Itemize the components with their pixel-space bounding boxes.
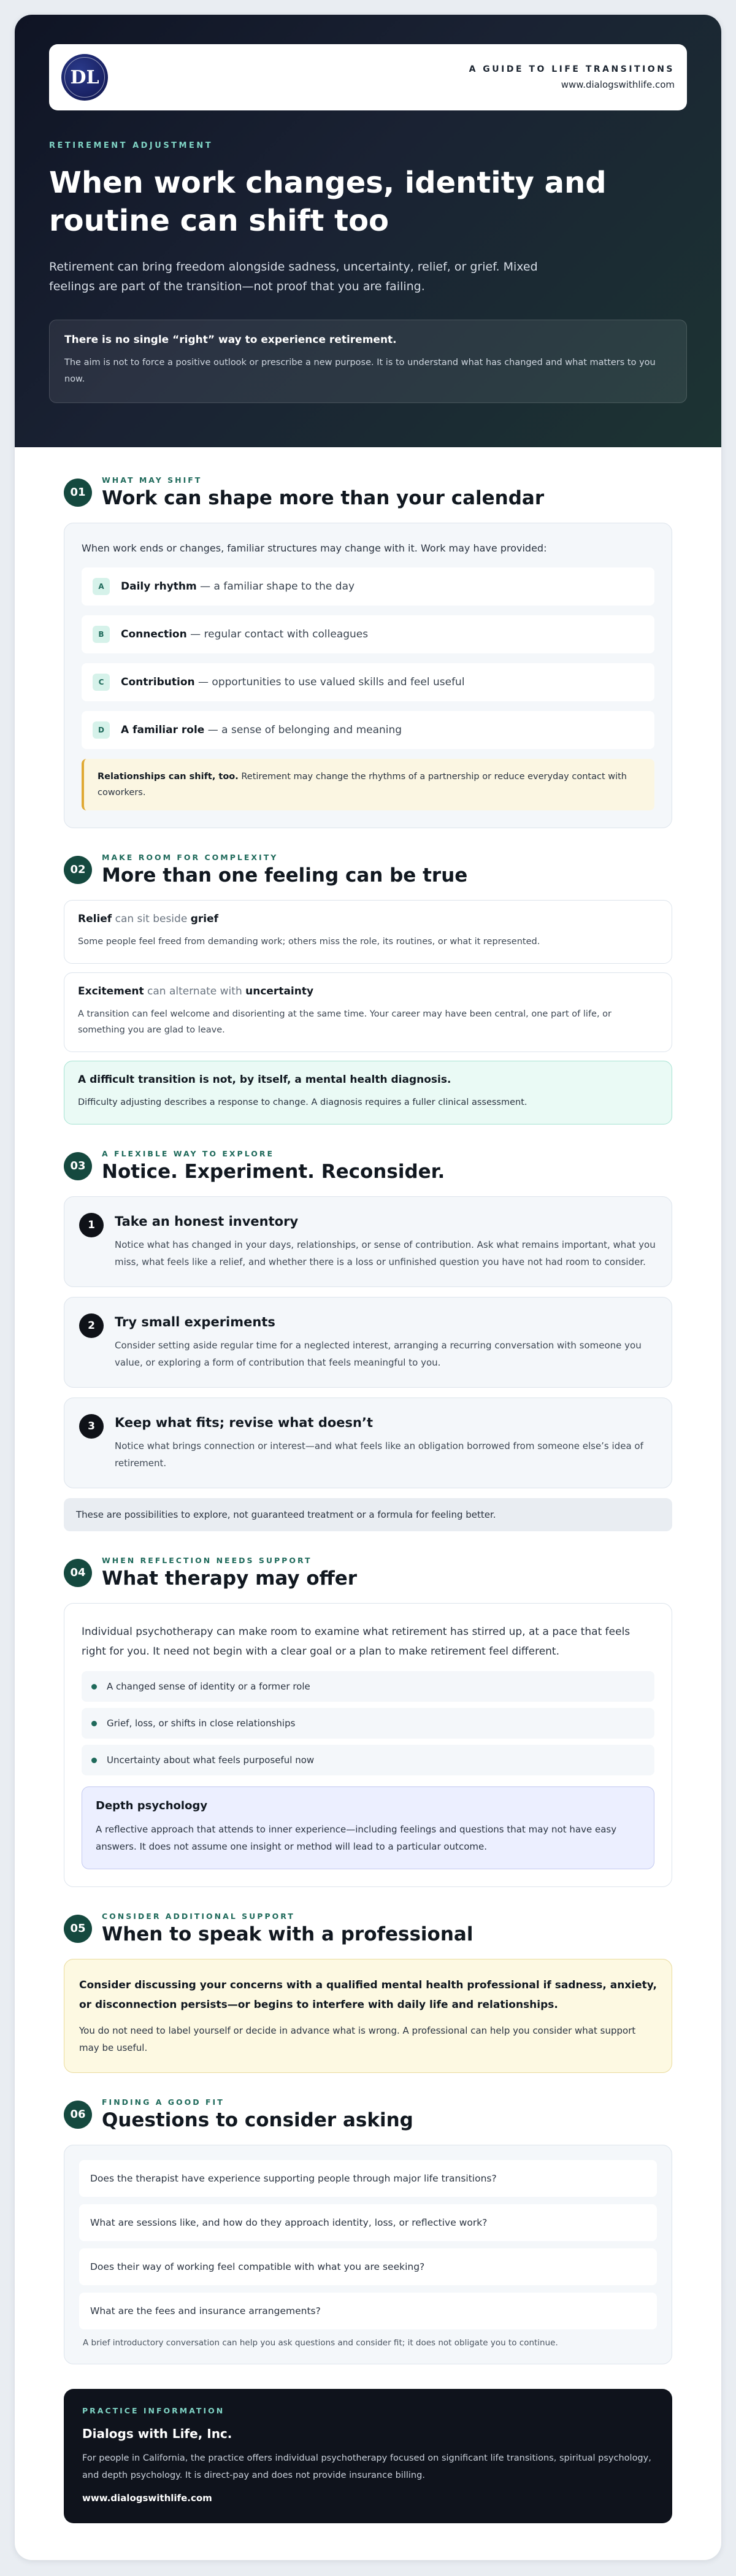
letter-badge: C xyxy=(93,674,110,691)
section-eyebrow: MAKE ROOM FOR COMPLEXITY xyxy=(102,853,278,862)
section-what-may-shift xyxy=(64,475,672,828)
guide-info xyxy=(469,64,675,90)
step-number: 1 xyxy=(79,1213,104,1237)
bullet-dot-icon xyxy=(91,1721,97,1726)
diagnosis-callout xyxy=(64,1061,672,1125)
header-url-link[interactable]: www.dialogswithlife.com xyxy=(561,79,675,90)
hero-eyebrow: RETIREMENT ADJUSTMENT xyxy=(49,141,213,150)
practice-info xyxy=(64,2389,672,2523)
explore-note: These are possibilities to explore, not guaranteed treatment or a formula for feeling better. xyxy=(64,1498,672,1531)
hero-note-title: There is no single “right” way to experience retirement. xyxy=(64,334,397,346)
item-desc: — regular contact with colleagues xyxy=(186,628,369,640)
callout-bold: Relationships can shift, too. xyxy=(98,772,239,782)
professional-callout xyxy=(64,1959,672,2073)
logo-text: DL xyxy=(70,66,99,88)
hero-note xyxy=(49,320,687,403)
section-number: 03 xyxy=(64,1152,92,1180)
section-title: Work can shape more than your calendar xyxy=(102,487,545,509)
feeling-b: uncertainty xyxy=(245,985,314,998)
card-title xyxy=(78,985,658,998)
question-item: Does their way of working feel compatible with what you are seeking? xyxy=(79,2248,657,2285)
step-title: Keep what fits; revise what doesn’t xyxy=(115,1415,373,1430)
section-number: 01 xyxy=(64,479,92,507)
bullet-dot-icon xyxy=(91,1684,97,1690)
step-body: Notice what has changed in your days, relationships, or sense of contribution. Ask what remains important, what you miss, what feels like a relief, and whether there is a loss or unfinished question you have not had room to consider. xyxy=(115,1239,656,1267)
step-title: Try small experiments xyxy=(115,1315,275,1329)
item-desc: — opportunities to use valued skills and feel useful xyxy=(194,676,465,688)
bullet-text: A changed sense of identity or a former role xyxy=(107,1681,310,1692)
page-title: When work changes, identity and routine can shift too xyxy=(49,166,607,238)
panel-intro: When work ends or changes, familiar structures may change with it. Work may have provided: xyxy=(82,542,547,554)
connector: can alternate with xyxy=(144,985,246,998)
list-item xyxy=(82,567,654,606)
section-header xyxy=(64,1912,672,1945)
practice-name: Dialogs with Life, Inc. xyxy=(82,2426,232,2441)
section-title: When to speak with a professional xyxy=(102,1923,473,1945)
section-title: Questions to consider asking xyxy=(102,2109,413,2131)
list-item xyxy=(82,615,654,653)
section-eyebrow: CONSIDER ADDITIONAL SUPPORT xyxy=(102,1912,295,1921)
feeling-a: Relief xyxy=(78,913,112,925)
section-header xyxy=(64,1149,672,1183)
section-title: More than one feeling can be true xyxy=(102,864,468,886)
section-eyebrow: A FLEXIBLE WAY TO EXPLORE xyxy=(102,1149,274,1158)
provides-panel xyxy=(64,523,672,828)
item-label: Daily rhythm xyxy=(121,580,197,593)
connector: can sit beside xyxy=(112,913,191,925)
list-item xyxy=(82,1708,654,1739)
section-header xyxy=(64,1556,672,1590)
depth-title: Depth psychology xyxy=(96,1799,208,1812)
step-card xyxy=(64,1297,672,1388)
relationships-callout xyxy=(82,759,654,810)
bullet-text: Grief, loss, or shifts in close relationships xyxy=(107,1718,296,1729)
section-header xyxy=(64,853,672,886)
section-eyebrow: FINDING A GOOD FIT xyxy=(102,2097,224,2107)
question-item: Does the therapist have experience supporting people through major life transitions? xyxy=(79,2160,657,2197)
letter-badge: D xyxy=(93,721,110,739)
footer-body: For people in California, the practice offers individual psychotherapy focused on significant life transitions, spiritual psychology, and depth psychology. It is direct-pay and does not provide insurance billing. xyxy=(82,2453,651,2480)
question-item: What are sessions like, and how do they approach identity, loss, or reflective work? xyxy=(79,2204,657,2241)
section-complexity xyxy=(64,853,672,1125)
hero xyxy=(15,15,721,447)
step-body: Notice what brings connection or interest—and what feels like an obligation borrowed from someone else’s idea of retirement. xyxy=(115,1440,643,1469)
hero-subtitle: Retirement can bring freedom alongside sadness, uncertainty, relief, or grief. Mixed feelings are part of the transition—not proof that you are failing. xyxy=(49,260,538,293)
section-title: What therapy may offer xyxy=(102,1567,358,1590)
section-explore xyxy=(64,1149,672,1531)
questions-panel xyxy=(64,2145,672,2364)
guide-title: A GUIDE TO LIFE TRANSITIONS xyxy=(469,64,675,74)
letter-badge: A xyxy=(93,578,110,595)
logo-ring xyxy=(64,57,105,98)
feeling-b: grief xyxy=(190,913,218,925)
therapy-intro: Individual psychotherapy can make room to examine what retirement has stirred up, at a pace that feels right for you. It need not begin with a clear goal or a plan to make retirement feel different. xyxy=(82,1626,631,1658)
hero-note-body: The aim is not to force a positive outlook or prescribe a new purpose. It is to understand what has changed and what matters to you now. xyxy=(64,358,656,384)
therapy-panel xyxy=(64,1603,672,1887)
depth-psychology-box xyxy=(82,1786,654,1869)
card-body: A transition can feel welcome and disorienting at the same time. Your career may have been central, one part of life, or something you are glad to leave. xyxy=(78,1009,612,1035)
step-title: Take an honest inventory xyxy=(115,1214,299,1229)
section-therapy xyxy=(64,1556,672,1887)
item-label: A familiar role xyxy=(121,724,205,736)
footer-url-link[interactable]: www.dialogswithlife.com xyxy=(82,2493,212,2504)
card-body: Some people feel freed from demanding work; others miss the role, its routines, or what it represented. xyxy=(78,937,540,947)
section-header xyxy=(64,475,672,509)
callout-title: Consider discussing your concerns with a qualified mental health professional if sadness, anxiety, or disconnection persists—or begins to interfere with daily life and relationships. xyxy=(79,1979,657,2011)
letter-badge: B xyxy=(93,626,110,643)
callout-body: You do not need to label yourself or decide in advance what is wrong. A professional can help you consider what support may be useful. xyxy=(79,2025,636,2053)
section-eyebrow: WHEN REFLECTION NEEDS SUPPORT xyxy=(102,1556,312,1565)
depth-body: A reflective approach that attends to inner experience—including feelings and questions that may not have easy answers. It does not assume one insight or method will lead to a particular outcome. xyxy=(96,1824,617,1852)
bullet-dot-icon xyxy=(91,1758,97,1763)
section-header xyxy=(64,2097,672,2131)
section-number: 05 xyxy=(64,1915,92,1943)
section-eyebrow: WHAT MAY SHIFT xyxy=(102,475,202,485)
card-title xyxy=(78,913,658,925)
step-number: 3 xyxy=(79,1414,104,1439)
list-item xyxy=(82,1745,654,1775)
page xyxy=(15,15,721,2560)
item-label: Contribution xyxy=(121,676,195,688)
section-number: 04 xyxy=(64,1559,92,1587)
top-bar xyxy=(49,44,687,110)
section-title: Notice. Experiment. Reconsider. xyxy=(102,1161,445,1183)
feeling-card xyxy=(64,900,672,964)
step-card xyxy=(64,1398,672,1488)
section-number: 06 xyxy=(64,2101,92,2129)
step-body: Consider setting aside regular time for a neglected interest, arranging a recurring conversation with someone you value, or exploring a form of contribution that feels meaningful to you. xyxy=(115,1340,642,1368)
section-questions xyxy=(64,2097,672,2364)
main-content xyxy=(15,447,721,2560)
section-professional xyxy=(64,1912,672,2073)
feeling-a: Excitement xyxy=(78,985,144,998)
question-item: What are the fees and insurance arrangements? xyxy=(79,2293,657,2329)
list-item xyxy=(82,663,654,701)
bullet-text: Uncertainty about what feels purposeful now xyxy=(107,1755,315,1766)
section-number: 02 xyxy=(64,856,92,884)
list-item xyxy=(82,711,654,749)
logo[interactable] xyxy=(61,54,108,101)
callout-text: Retirement may change the rhythms of a partnership or reduce everyday contact with coworkers. xyxy=(98,772,627,798)
feeling-card xyxy=(64,972,672,1052)
questions-note: A brief introductory conversation can help you ask questions and consider fit; it does not obligate you to continue. xyxy=(83,2338,558,2348)
item-desc: — a sense of belonging and meaning xyxy=(204,724,402,736)
footer-eyebrow: PRACTICE INFORMATION xyxy=(82,2406,225,2415)
list-item xyxy=(82,1671,654,1702)
callout-title: A difficult transition is not, by itself, a mental health diagnosis. xyxy=(78,1074,451,1086)
item-label: Connection xyxy=(121,628,187,640)
step-number: 2 xyxy=(79,1313,104,1338)
callout-body: Difficulty adjusting describes a response to change. A diagnosis requires a fuller clinical assessment. xyxy=(78,1098,527,1107)
item-desc: — a familiar shape to the day xyxy=(196,580,355,593)
step-card xyxy=(64,1196,672,1287)
